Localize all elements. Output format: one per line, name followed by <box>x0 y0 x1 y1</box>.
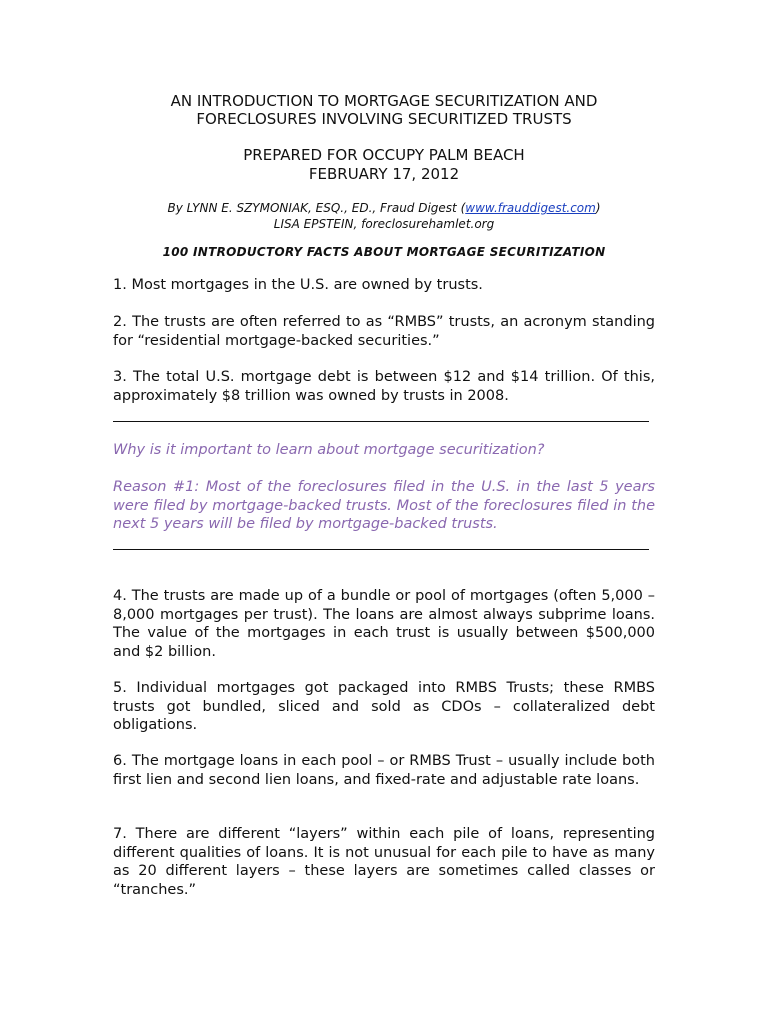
fact-paragraph: 7. There are different “layers” within each pile of loans, representing different qualities of loans. It is not unusual for each pile to have as many as 20 different layers – these layers are sometimes called classes or “tranches.” <box>113 826 655 898</box>
byline-author <box>100 201 668 216</box>
byline-prefix: By LYNN E. SZYMONIAK, ESQ., ED., Fraud Digest ( <box>167 201 466 215</box>
callout-question: Why is it important to learn about mortgage securitization? <box>113 442 545 458</box>
fact-paragraph: 1. Most mortgages in the U.S. are owned by trusts. <box>113 277 483 293</box>
divider-rule <box>113 549 649 550</box>
fact-paragraph: 5. Individual mortgages got packaged into RMBS Trusts; these RMBS trusts got bundled, sliced and sold as CDOs – collateralized debt obligations. <box>113 680 655 733</box>
prepared-for: PREPARED FOR OCCUPY PALM BEACH <box>243 146 525 164</box>
fact-paragraph: 3. The total U.S. mortgage debt is between $12 and $14 trillion. Of this, approximately $8 trillion was owned by trusts in 2008. <box>113 369 655 404</box>
title-line-2: FORECLOSURES INVOLVING SECURITIZED TRUSTS <box>196 110 572 128</box>
document-date: FEBRUARY 17, 2012 <box>308 165 460 183</box>
facts-heading: 100 INTRODUCTORY FACTS ABOUT MORTGAGE SECURITIZATION <box>162 245 606 259</box>
fact-paragraph: 4. The trusts are made up of a bundle or pool of mortgages (often 5,000 – 8,000 mortgages per trust). The loans are almost always subprime loans. The value of the mortgages in each trust is usually between $500,000 and $2 billion. <box>113 588 655 660</box>
callout-reason: Reason #1: Most of the foreclosures filed in the U.S. in the last 5 years were filed by mortgage-backed trusts. Most of the foreclosures filed in the next 5 years will be filed by mortgage-backed trusts. <box>113 479 655 532</box>
divider-rule <box>113 421 649 422</box>
fact-paragraph: 2. The trusts are often referred to as “RMBS” trusts, an acronym standing for “residential mortgage-backed securities.” <box>113 314 655 349</box>
title-line-1: AN INTRODUCTION TO MORTGAGE SECURITIZATION AND <box>170 92 598 110</box>
byline-suffix: ) <box>595 201 601 215</box>
frauddigest-link[interactable]: www.frauddigest.com <box>465 201 596 215</box>
byline-coauthor: LISA EPSTEIN, foreclosurehamlet.org <box>273 217 495 231</box>
fact-paragraph: 6. The mortgage loans in each pool – or RMBS Trust – usually include both first lien and second lien loans, and fixed-rate and adjustable rate loans. <box>113 753 655 788</box>
